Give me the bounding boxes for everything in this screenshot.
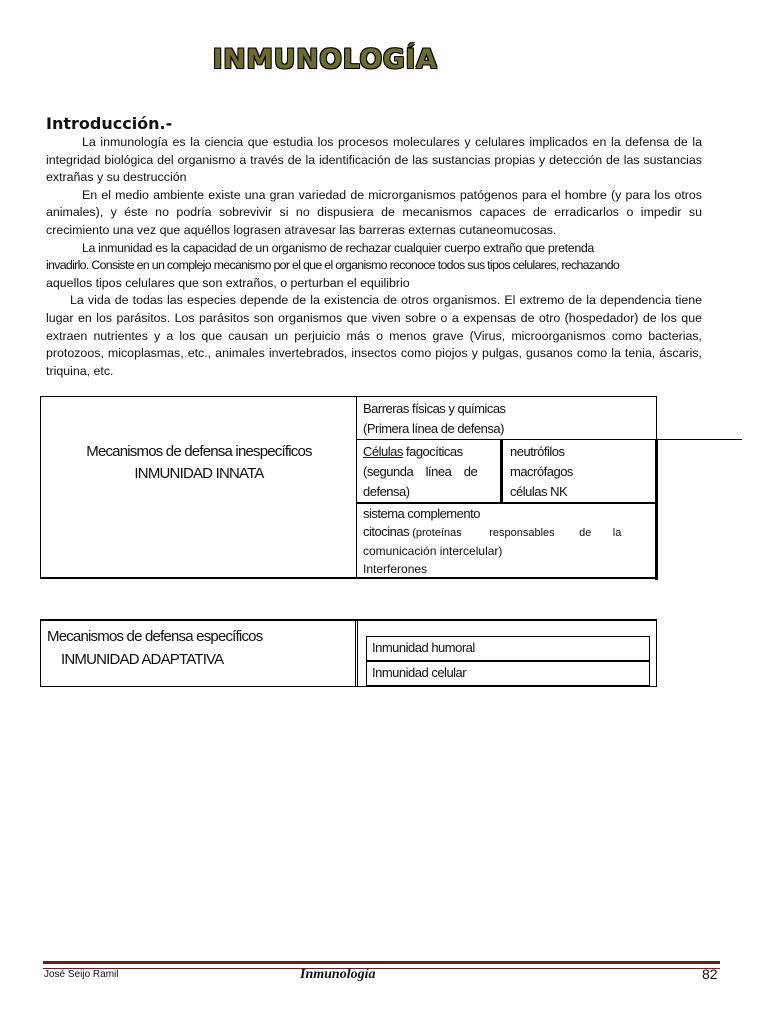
barrier-sub-label: (Primera línea de defensa) (363, 421, 504, 436)
intro-paragraph-1: La inmunología es la ciencia que estudia los procesos moleculares y celulares implicados en la defensa de la integridad biológica del organismo a través de la identificación de las sustancias propias y detección de las sustancias extrañas y su destrucción (46, 135, 702, 185)
cytokines-label: citocinas (363, 524, 410, 539)
innate-left-text (41, 441, 357, 485)
adaptive-immunity-table (40, 619, 657, 687)
right-border-thick (655, 440, 658, 580)
cell-type-nk: células NK (510, 484, 568, 499)
cell-type-neutrophils: neutrófilos (510, 444, 565, 459)
interferons-label: Interferones (363, 562, 428, 576)
intro-heading: Introducción.- (46, 114, 173, 133)
row-divider-2 (357, 502, 657, 504)
innate-immunity-table (40, 396, 657, 579)
intro-paragraph-3a: La inmunidad es la capacidad de un organismo de rechazar cualquier cuerpo extraño que pretenda (82, 240, 594, 255)
intro-paragraph-4: La vida de todas las especies depende de la existencia de otros organismos. El extremo de la dependencia tiene lugar en los parásitos. Los parásitos son organismos que viven sobre o a expensas de otro (hospedador) de los que extraen nutrientes y a los que causan un perjuicio más o menos grave (Virus, microorganismos como bacterias, protozoos, micoplasmas, etc., animales invertebrados, insectos como piojos y pulgas, gusanos como la tenia, áscaris, triquina, etc. (46, 293, 702, 378)
innate-left-cell (41, 397, 357, 577)
barrier-label: Barreras físicas y químicas (363, 401, 506, 416)
row-divider-1 (357, 439, 742, 440)
complement-label: sistema complemento (363, 506, 480, 521)
footer-rule (43, 961, 720, 969)
innate-immunity-label: INMUNIDAD INNATA (134, 465, 264, 482)
complement-cell (363, 505, 651, 578)
phagocyte-line-2: (segunda línea de (363, 464, 478, 479)
intro-paragraph-2: En el medio ambiente existe una gran variedad de microrganismos patógenos para el hombre (y para los otros animales), y éste no podría sobrevivir si no dispusiera de mecanismos capaces de erradicarlos o impedir su crecimiento una vez que aquéllos lograsen atravesar las barreras externas cutaneomucosas. (46, 187, 702, 237)
cellular-immunity-box: Inmunidad celular (366, 661, 650, 686)
phagocyte-line-3: defensa) (363, 484, 410, 499)
adaptive-mechanism-label: Mecanismos de defensa específicos (47, 628, 263, 645)
phagocyte-word: Células (363, 444, 403, 459)
innate-mechanism-label: Mecanismos de defensa inespecíficos (86, 443, 312, 460)
adaptive-immunity-label: INMUNIDAD ADAPTATIVA (61, 651, 224, 668)
document-title: INMUNOLOGÍA (212, 44, 438, 75)
phagocyte-rest: fagocíticas (402, 444, 463, 459)
footer-author: José Seijo Ramil (44, 969, 119, 980)
footer-title: Inmunología (300, 967, 376, 982)
phagocyte-cell (363, 442, 497, 502)
adaptive-left-text (47, 625, 262, 671)
cell-type-macrophages: macrófagos (510, 464, 573, 479)
adaptive-left-cell (41, 621, 358, 686)
intro-paragraph-3b: invadirlo. Consiste en un complejo mecanismo por el que el organismo reconoce todos sus tipos celulares, rechazando (46, 258, 620, 273)
barrier-cell (363, 399, 506, 439)
cell-types-list (510, 442, 573, 502)
cytokines-note: (proteínas responsables de la (412, 527, 622, 539)
intro-body (46, 134, 702, 380)
page-number: 82 (702, 966, 718, 982)
humoral-immunity-box: Inmunidad humoral (366, 636, 650, 661)
cytokines-note-2: comunicación intercelular) (363, 544, 503, 558)
intro-paragraph-3c: aquellos tipos celulares que son extraños, o perturban el equilibrio (46, 275, 410, 290)
cell-divider-vertical (500, 440, 503, 503)
